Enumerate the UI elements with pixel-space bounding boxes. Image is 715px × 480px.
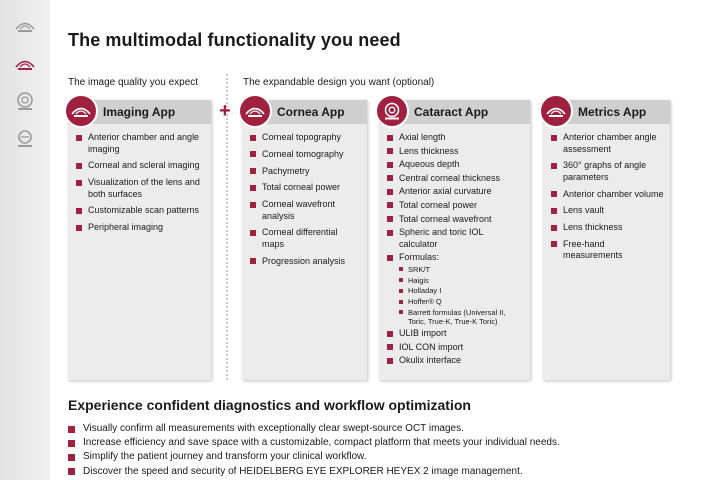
list-item: Okulix interface (387, 355, 524, 367)
list-item: Total corneal wavefront (387, 214, 524, 226)
card-imaging-app (68, 100, 211, 380)
list-item: Visualization of the lens and both surfaces (76, 177, 205, 200)
list-item: Lens vault (551, 205, 664, 217)
eye-scan-icon (64, 94, 98, 128)
list-item: Free-hand measurements (551, 239, 664, 262)
feature-list (387, 132, 524, 369)
list-item: Axial length (387, 132, 524, 144)
list-item: Corneal and scleral imaging (76, 160, 205, 172)
formula-item: Haigis (399, 276, 524, 285)
list-item: IOL CON import (387, 342, 524, 354)
feature-list (551, 132, 664, 267)
list-item: Lens thickness (551, 222, 664, 234)
circular-scan-icon[interactable] (13, 89, 37, 113)
list-item: Peripheral imaging (76, 222, 205, 234)
list-item: 360° graphs of angle parameters (551, 160, 664, 183)
list-item: Pachymetry (250, 166, 361, 178)
list-item: Aqueous depth (387, 159, 524, 171)
list-item: Lens thickness (387, 146, 524, 158)
list-item: Progression analysis (250, 256, 361, 268)
list-item: Anterior chamber volume (551, 189, 664, 201)
section-subtitle-right: The expandable design you want (optional) (243, 77, 435, 88)
formulas-label: Formulas: (399, 252, 440, 263)
list-item: Visually confirm all measurements with exceptionally clear swept-source OCT images. (68, 423, 560, 435)
section-subtitle-left: The image quality you expect (68, 77, 199, 88)
list-item: Corneal tomography (250, 149, 361, 161)
list-item: Customizable scan patterns (76, 205, 205, 217)
list-item: Spheric and toric IOL calculator (387, 227, 524, 250)
eye-scan-icon (539, 94, 573, 128)
formula-list (399, 265, 524, 326)
section-title: Experience confident diagnostics and workflow optimization (68, 397, 471, 413)
feature-list (76, 132, 205, 239)
card-title: Cataract App (414, 105, 489, 119)
list-item: Anterior axial curvature (387, 186, 524, 198)
card-metrics-app (543, 100, 670, 380)
list-item: Corneal topography (250, 132, 361, 144)
card-cataract-app (379, 100, 530, 380)
formula-item: SRK/T (399, 265, 524, 274)
card-title: Metrics App (578, 105, 647, 119)
eye-scan-icon[interactable] (13, 52, 37, 76)
sidebar (0, 0, 50, 480)
list-item: Corneal differential maps (250, 227, 361, 250)
card-title: Cornea App (277, 105, 345, 119)
list-item: Central corneal thickness (387, 173, 524, 185)
device-icon[interactable] (13, 127, 37, 151)
plus-icon: + (219, 100, 231, 122)
list-item-formulas (387, 252, 524, 326)
feature-list (250, 132, 361, 273)
formula-item: Holladay I (399, 286, 524, 295)
list-item: Increase efficiency and save space with a customizable, compact platform that meets your individual needs. (68, 437, 560, 449)
list-item: ULIB import (387, 328, 524, 340)
list-item: Total corneal power (387, 200, 524, 212)
list-item: Simplify the patient journey and transform your clinical workflow. (68, 451, 560, 463)
eye-scan-icon (238, 94, 272, 128)
card-title: Imaging App (103, 105, 176, 119)
card-cornea-app (242, 100, 367, 380)
list-item: Anterior chamber angle assessment (551, 132, 664, 155)
list-item: Total corneal power (250, 182, 361, 194)
list-item: Anterior chamber and angle imaging (76, 132, 205, 155)
circular-scan-icon (375, 94, 409, 128)
formula-item: Barrett formulas (Universal II, Toric, True-K, True-K Toric) (399, 308, 524, 326)
list-item: Discover the speed and security of HEIDELBERG EYE EXPLORER HEYEX 2 image management. (68, 466, 560, 478)
eye-scan-icon[interactable] (13, 14, 37, 38)
formula-item: Hoffer® Q (399, 297, 524, 306)
page-title: The multimodal functionality you need (68, 30, 401, 50)
list-item: Corneal wavefront analysis (250, 199, 361, 222)
benefit-list (68, 423, 560, 480)
